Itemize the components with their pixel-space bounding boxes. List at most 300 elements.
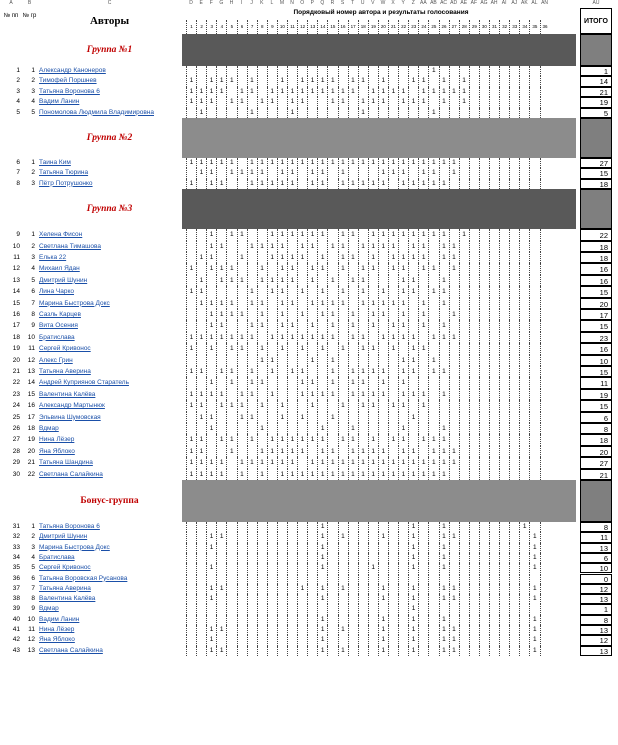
vote-cell[interactable] [307,343,317,354]
vote-cell[interactable]: 1 [297,343,307,354]
vote-cell[interactable]: 1 [287,97,297,107]
vote-cell[interactable] [509,355,519,366]
vote-cell[interactable]: 1 [378,87,388,97]
vote-cell[interactable]: 1 [186,76,196,86]
vote-cell[interactable]: 1 [206,377,216,388]
vote-cell[interactable] [519,543,529,553]
vote-cell[interactable] [540,76,550,86]
vote-cell[interactable]: 1 [358,343,368,354]
vote-cell[interactable] [327,574,337,584]
vote-cell[interactable]: 1 [398,309,408,320]
vote-cell[interactable] [540,275,550,286]
vote-cell[interactable]: 1 [418,298,428,309]
vote-cell[interactable] [509,343,519,354]
vote-cell[interactable]: 1 [439,389,449,400]
vote-cell[interactable]: 1 [277,168,287,178]
vote-cell[interactable] [317,574,327,584]
author-cell[interactable] [37,625,182,635]
vote-cell[interactable] [479,309,489,320]
author-cell[interactable] [37,446,182,457]
vote-cell[interactable]: 1 [348,179,358,189]
vote-cell[interactable] [529,87,539,97]
vote-cell[interactable] [226,241,236,252]
vote-cell[interactable] [418,275,428,286]
vote-cell[interactable] [459,594,469,604]
column-letter[interactable]: W [380,0,386,6]
vote-cell[interactable]: 1 [408,179,418,189]
vote-cell[interactable] [297,108,307,118]
vote-cell[interactable] [469,76,479,86]
vote-cell[interactable] [489,563,499,573]
vote-cell[interactable] [226,594,236,604]
vote-cell[interactable] [540,446,550,457]
vote-cell[interactable] [277,563,287,573]
vote-cell[interactable] [206,522,216,532]
vote-cell[interactable] [459,563,469,573]
vote-cell[interactable] [499,446,509,457]
vote-cell[interactable]: 1 [287,446,297,457]
vote-cell[interactable] [327,635,337,645]
vote-cell[interactable]: 1 [237,229,247,240]
vote-cell[interactable] [509,229,519,240]
vote-cell[interactable]: 1 [267,457,277,468]
vote-cell[interactable]: 1 [368,158,378,168]
vote-cell[interactable] [509,563,519,573]
column-letter[interactable]: AJ [511,0,518,6]
vote-cell[interactable]: 1 [206,389,216,400]
author-link[interactable]: Александр Канонеров [39,67,106,74]
vote-cell[interactable]: 1 [338,286,348,297]
vote-cell[interactable] [499,332,509,343]
vote-cell[interactable]: 1 [529,532,539,542]
vote-cell[interactable]: 1 [408,625,418,635]
vote-cell[interactable]: 1 [348,229,358,240]
vote-cell[interactable]: 1 [439,158,449,168]
vote-cell[interactable] [540,179,550,189]
vote-cell[interactable] [540,66,550,76]
vote-cell[interactable]: 1 [206,76,216,86]
vote-cell[interactable] [237,532,247,542]
vote-cell[interactable] [418,553,428,563]
vote-cell[interactable] [388,604,398,614]
vote-cell[interactable] [469,604,479,614]
vote-cell[interactable] [226,389,236,400]
vote-cell[interactable] [237,179,247,189]
vote-cell[interactable]: 1 [449,446,459,457]
vote-cell[interactable] [499,423,509,434]
vote-cell[interactable] [216,66,226,76]
vote-cell[interactable]: 1 [267,229,277,240]
vote-cell[interactable] [378,400,388,411]
author-link[interactable]: Татьяна Воронова 6 [39,523,100,530]
vote-cell[interactable]: 1 [317,168,327,178]
vote-cell[interactable]: 1 [378,158,388,168]
vote-cell[interactable]: 1 [287,229,297,240]
vote-cell[interactable] [277,594,287,604]
vote-cell[interactable]: 1 [297,389,307,400]
vote-cell[interactable] [428,423,438,434]
vote-cell[interactable] [358,320,368,331]
vote-cell[interactable]: 1 [206,646,216,656]
vote-cell[interactable] [206,604,216,614]
vote-cell[interactable] [358,355,368,366]
vote-cell[interactable] [509,366,519,377]
vote-cell[interactable] [257,594,267,604]
vote-cell[interactable] [348,615,358,625]
vote-cell[interactable]: 1 [186,87,196,97]
vote-cell[interactable] [216,423,226,434]
vote-cell[interactable] [509,252,519,263]
vote-cell[interactable]: 1 [439,625,449,635]
vote-cell[interactable] [509,66,519,76]
vote-cell[interactable]: 1 [297,434,307,445]
vote-cell[interactable]: 1 [439,298,449,309]
vote-cell[interactable]: 1 [196,275,206,286]
vote-cell[interactable] [348,241,358,252]
vote-cell[interactable] [519,377,529,388]
vote-cell[interactable] [216,563,226,573]
column-letter[interactable]: G [219,0,224,6]
vote-cell[interactable]: 1 [297,584,307,594]
author-cell[interactable] [37,594,182,604]
vote-cell[interactable] [358,646,368,656]
vote-cell[interactable]: 1 [449,625,459,635]
vote-cell[interactable] [428,532,438,542]
author-cell[interactable] [37,286,182,297]
vote-cell[interactable] [499,355,509,366]
vote-cell[interactable] [317,604,327,614]
vote-cell[interactable] [428,543,438,553]
vote-cell[interactable]: 1 [348,309,358,320]
vote-cell[interactable] [267,377,277,388]
vote-cell[interactable] [499,168,509,178]
vote-cell[interactable] [247,275,257,286]
vote-cell[interactable]: 1 [358,286,368,297]
vote-cell[interactable] [428,574,438,584]
vote-cell[interactable] [479,532,489,542]
vote-cell[interactable] [247,615,257,625]
vote-cell[interactable] [216,412,226,423]
vote-cell[interactable]: 1 [459,76,469,86]
author-link[interactable]: Татьяна Воровская Русанова [39,574,128,582]
vote-cell[interactable] [327,423,337,434]
vote-cell[interactable] [327,563,337,573]
vote-cell[interactable]: 1 [439,563,449,573]
vote-cell[interactable] [307,423,317,434]
vote-cell[interactable]: 1 [287,434,297,445]
vote-cell[interactable]: 1 [247,434,257,445]
vote-cell[interactable] [398,343,408,354]
vote-cell[interactable]: 1 [226,446,236,457]
vote-cell[interactable] [499,574,509,584]
vote-cell[interactable] [398,615,408,625]
vote-cell[interactable] [459,635,469,645]
vote-cell[interactable]: 1 [327,366,337,377]
vote-cell[interactable] [519,625,529,635]
author-cell[interactable] [37,309,182,320]
vote-cell[interactable] [267,400,277,411]
vote-cell[interactable] [338,377,348,388]
vote-cell[interactable] [186,320,196,331]
vote-cell[interactable] [449,320,459,331]
vote-cell[interactable]: 1 [439,615,449,625]
vote-cell[interactable]: 1 [529,553,539,563]
vote-cell[interactable]: 1 [348,275,358,286]
column-letter[interactable]: V [371,0,375,6]
vote-cell[interactable]: 1 [287,332,297,343]
vote-cell[interactable] [469,66,479,76]
vote-cell[interactable]: 1 [307,87,317,97]
vote-cell[interactable] [519,298,529,309]
vote-cell[interactable] [267,646,277,656]
vote-cell[interactable]: 1 [216,389,226,400]
vote-cell[interactable] [499,179,509,189]
vote-cell[interactable]: 1 [247,366,257,377]
vote-cell[interactable]: 1 [206,241,216,252]
vote-cell[interactable] [216,635,226,645]
vote-cell[interactable] [479,97,489,107]
vote-cell[interactable] [509,584,519,594]
vote-cell[interactable]: 1 [388,229,398,240]
vote-cell[interactable] [519,229,529,240]
vote-cell[interactable] [489,286,499,297]
vote-cell[interactable] [327,168,337,178]
vote-cell[interactable]: 1 [388,332,398,343]
vote-cell[interactable]: 1 [519,522,529,532]
vote-cell[interactable] [398,522,408,532]
vote-cell[interactable]: 1 [439,332,449,343]
vote-cell[interactable]: 1 [196,389,206,400]
vote-cell[interactable] [540,343,550,354]
vote-cell[interactable]: 1 [237,332,247,343]
author-cell[interactable] [37,615,182,625]
vote-cell[interactable] [196,309,206,320]
vote-cell[interactable] [186,108,196,118]
vote-cell[interactable] [449,286,459,297]
vote-cell[interactable]: 1 [449,457,459,468]
vote-cell[interactable] [408,263,418,274]
vote-cell[interactable] [388,584,398,594]
vote-cell[interactable] [428,412,438,423]
vote-cell[interactable] [469,309,479,320]
vote-cell[interactable] [196,522,206,532]
vote-cell[interactable]: 1 [196,298,206,309]
vote-cell[interactable] [418,366,428,377]
vote-cell[interactable] [469,320,479,331]
vote-cell[interactable] [449,66,459,76]
vote-cell[interactable] [287,594,297,604]
vote-cell[interactable]: 1 [439,594,449,604]
vote-cell[interactable]: 1 [327,76,337,86]
vote-cell[interactable] [489,298,499,309]
vote-cell[interactable] [196,563,206,573]
author-cell[interactable] [37,366,182,377]
vote-cell[interactable]: 1 [529,594,539,604]
author-cell[interactable] [37,275,182,286]
vote-cell[interactable] [287,377,297,388]
vote-cell[interactable] [479,563,489,573]
vote-cell[interactable]: 1 [439,179,449,189]
vote-cell[interactable] [338,355,348,366]
author-link[interactable]: Марина Быстрова Докс [39,543,110,551]
vote-cell[interactable] [247,423,257,434]
vote-cell[interactable] [489,76,499,86]
column-letter[interactable]: A [9,0,13,6]
vote-cell[interactable]: 1 [418,309,428,320]
vote-cell[interactable]: 1 [439,76,449,86]
vote-cell[interactable] [499,615,509,625]
vote-cell[interactable] [247,263,257,274]
vote-cell[interactable] [449,229,459,240]
vote-cell[interactable] [519,635,529,645]
vote-cell[interactable]: 1 [277,229,287,240]
vote-cell[interactable] [368,604,378,614]
vote-cell[interactable] [540,615,550,625]
vote-cell[interactable] [287,241,297,252]
vote-cell[interactable] [499,635,509,645]
column-letter[interactable]: AL [531,0,538,6]
vote-cell[interactable] [479,286,489,297]
vote-cell[interactable]: 1 [267,389,277,400]
vote-cell[interactable] [368,543,378,553]
vote-cell[interactable]: 1 [247,298,257,309]
vote-cell[interactable] [338,563,348,573]
vote-cell[interactable]: 1 [368,298,378,309]
vote-cell[interactable]: 1 [277,400,287,411]
vote-cell[interactable] [519,389,529,400]
vote-cell[interactable] [327,343,337,354]
vote-cell[interactable] [398,574,408,584]
vote-cell[interactable] [297,179,307,189]
vote-cell[interactable]: 1 [449,241,459,252]
vote-cell[interactable]: 1 [226,309,236,320]
vote-cell[interactable] [428,563,438,573]
vote-cell[interactable] [449,469,459,480]
vote-cell[interactable]: 1 [418,158,428,168]
vote-cell[interactable] [479,252,489,263]
vote-cell[interactable] [247,469,257,480]
author-link[interactable]: Марина Быстрова Докс [39,299,110,307]
vote-cell[interactable] [479,434,489,445]
vote-cell[interactable]: 1 [439,423,449,434]
vote-cell[interactable]: 1 [277,241,287,252]
vote-cell[interactable] [540,158,550,168]
vote-cell[interactable]: 1 [267,87,277,97]
vote-cell[interactable]: 1 [428,332,438,343]
vote-cell[interactable] [428,625,438,635]
vote-cell[interactable] [459,332,469,343]
vote-cell[interactable]: 1 [378,179,388,189]
vote-cell[interactable] [479,584,489,594]
vote-cell[interactable] [277,646,287,656]
vote-cell[interactable]: 1 [277,252,287,263]
vote-cell[interactable] [247,532,257,542]
vote-cell[interactable] [226,320,236,331]
vote-cell[interactable] [489,332,499,343]
vote-cell[interactable]: 1 [297,286,307,297]
vote-cell[interactable] [529,332,539,343]
vote-cell[interactable]: 1 [297,412,307,423]
vote-cell[interactable] [449,604,459,614]
vote-cell[interactable]: 1 [327,320,337,331]
vote-cell[interactable]: 1 [237,400,247,411]
vote-cell[interactable]: 1 [206,309,216,320]
vote-cell[interactable]: 1 [277,87,287,97]
vote-cell[interactable]: 1 [307,241,317,252]
vote-cell[interactable]: 1 [297,241,307,252]
vote-cell[interactable]: 1 [529,625,539,635]
vote-cell[interactable] [358,563,368,573]
vote-cell[interactable] [297,355,307,366]
vote-cell[interactable]: 1 [277,158,287,168]
vote-cell[interactable] [499,646,509,656]
vote-cell[interactable] [459,457,469,468]
vote-cell[interactable] [529,574,539,584]
vote-cell[interactable] [469,563,479,573]
vote-cell[interactable] [358,87,368,97]
vote-cell[interactable] [358,615,368,625]
vote-cell[interactable] [449,563,459,573]
vote-cell[interactable] [459,168,469,178]
vote-cell[interactable] [206,286,216,297]
vote-cell[interactable]: 1 [277,179,287,189]
vote-cell[interactable] [277,532,287,542]
vote-cell[interactable]: 1 [237,275,247,286]
author-link[interactable]: Татьяна Аверина [39,584,91,592]
vote-cell[interactable]: 1 [226,76,236,86]
vote-cell[interactable]: 1 [348,366,358,377]
vote-cell[interactable] [368,522,378,532]
vote-cell[interactable]: 1 [307,400,317,411]
vote-cell[interactable] [479,320,489,331]
vote-cell[interactable] [509,522,519,532]
vote-cell[interactable]: 1 [257,343,267,354]
vote-cell[interactable] [509,423,519,434]
vote-cell[interactable] [408,66,418,76]
vote-cell[interactable] [388,646,398,656]
vote-cell[interactable] [509,543,519,553]
vote-cell[interactable] [388,615,398,625]
vote-cell[interactable]: 1 [398,263,408,274]
vote-cell[interactable] [267,615,277,625]
vote-cell[interactable]: 1 [428,469,438,480]
vote-cell[interactable] [428,252,438,263]
vote-cell[interactable] [338,309,348,320]
vote-cell[interactable] [459,252,469,263]
vote-cell[interactable] [378,108,388,118]
vote-cell[interactable]: 1 [206,543,216,553]
vote-cell[interactable] [226,635,236,645]
column-letter[interactable]: U [360,0,365,6]
author-link[interactable]: Вдмар [39,605,59,613]
vote-cell[interactable]: 1 [338,646,348,656]
vote-cell[interactable] [540,252,550,263]
vote-cell[interactable] [237,584,247,594]
vote-cell[interactable] [499,366,509,377]
vote-cell[interactable]: 1 [327,309,337,320]
vote-cell[interactable] [529,263,539,274]
vote-cell[interactable] [216,543,226,553]
vote-cell[interactable]: 1 [317,76,327,86]
vote-cell[interactable] [226,574,236,584]
vote-cell[interactable]: 1 [206,97,216,107]
vote-cell[interactable] [398,584,408,594]
vote-cell[interactable] [338,553,348,563]
vote-cell[interactable] [529,469,539,480]
vote-cell[interactable]: 1 [338,241,348,252]
vote-cell[interactable] [428,275,438,286]
vote-cell[interactable] [529,400,539,411]
